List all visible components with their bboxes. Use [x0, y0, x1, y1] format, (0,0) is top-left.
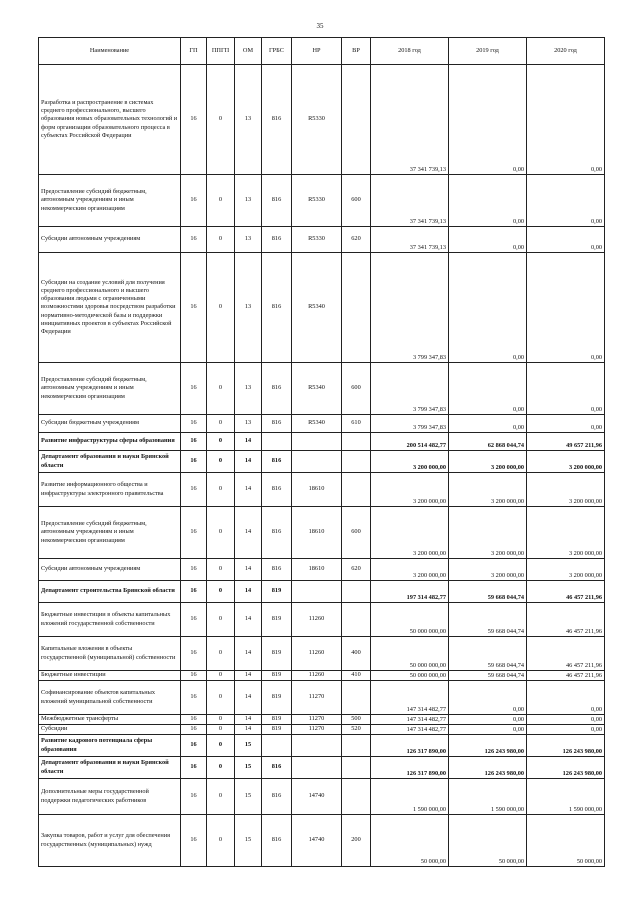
row-gp: 16 [181, 415, 207, 433]
row-grbs: 819 [262, 581, 292, 603]
column-header-2018: 2018 год [371, 38, 449, 65]
row-nr: R5340 [292, 253, 342, 363]
table-row [39, 175, 605, 227]
row-amount-2019: 59 668 044,74 [449, 637, 527, 671]
row-gp: 16 [181, 175, 207, 227]
row-nr: R5340 [292, 363, 342, 415]
row-vr [342, 681, 371, 715]
row-om: 14 [235, 433, 262, 451]
row-amount-2018: 37 341 739,13 [371, 227, 449, 253]
row-vr: 520 [342, 725, 371, 735]
row-grbs: 819 [262, 637, 292, 671]
row-grbs: 816 [262, 507, 292, 559]
row-amount-2018: 126 317 890,00 [371, 735, 449, 757]
row-amount-2018: 1 590 000,00 [371, 779, 449, 815]
row-amount-2020: 0,00 [527, 253, 605, 363]
row-grbs: 819 [262, 681, 292, 715]
table-row [39, 681, 605, 715]
row-nr: 18610 [292, 559, 342, 581]
row-gp: 16 [181, 637, 207, 671]
row-grbs: 816 [262, 227, 292, 253]
column-header-2019: 2019 год [449, 38, 527, 65]
row-vr: 200 [342, 815, 371, 867]
row-vr: 620 [342, 559, 371, 581]
row-ppgp: 0 [207, 175, 235, 227]
row-vr [342, 253, 371, 363]
table-row [39, 779, 605, 815]
row-amount-2019: 0,00 [449, 227, 527, 253]
row-amount-2020: 0,00 [527, 65, 605, 175]
row-amount-2020: 3 200 000,00 [527, 559, 605, 581]
table-row [39, 65, 605, 175]
row-om: 13 [235, 415, 262, 433]
row-vr: 400 [342, 637, 371, 671]
row-name: Субсидии на создание условий для получения среднего профессионального и высшего образования людьми с ограниченными возможностями здоровья посредством разработки нормативно-методической базы и поддержки инициативных проектов в субъектах Российской Федерации [39, 253, 181, 363]
row-nr: 11260 [292, 671, 342, 681]
row-vr [342, 757, 371, 779]
row-name: Департамент образования и науки Брянской области [39, 451, 181, 473]
row-grbs: 816 [262, 451, 292, 473]
row-nr: 11260 [292, 637, 342, 671]
row-name: Субсидии [39, 725, 181, 735]
row-amount-2019: 126 243 980,00 [449, 757, 527, 779]
row-name: Департамент образования и науки Брянской области [39, 757, 181, 779]
row-vr [342, 735, 371, 757]
table-row [39, 451, 605, 473]
table-row [39, 473, 605, 507]
row-om: 13 [235, 65, 262, 175]
row-amount-2020: 46 457 211,96 [527, 603, 605, 637]
row-om: 13 [235, 227, 262, 253]
row-gp: 16 [181, 715, 207, 725]
row-name: Развитие инфраструктуры сферы образования [39, 433, 181, 451]
row-amount-2019: 3 200 000,00 [449, 451, 527, 473]
row-amount-2019: 3 200 000,00 [449, 559, 527, 581]
row-amount-2018: 50 000 000,00 [371, 603, 449, 637]
row-amount-2020: 0,00 [527, 681, 605, 715]
row-amount-2019: 0,00 [449, 65, 527, 175]
row-amount-2020: 0,00 [527, 415, 605, 433]
row-grbs: 816 [262, 65, 292, 175]
row-amount-2019: 59 668 044,74 [449, 603, 527, 637]
column-header-name: Наименование [39, 38, 181, 65]
row-amount-2020: 3 200 000,00 [527, 507, 605, 559]
row-name: Департамент строительства Брянской области [39, 581, 181, 603]
row-gp: 16 [181, 507, 207, 559]
row-amount-2019: 59 668 044,74 [449, 581, 527, 603]
row-gp: 16 [181, 815, 207, 867]
row-vr: 600 [342, 507, 371, 559]
row-nr [292, 735, 342, 757]
row-amount-2018: 147 314 482,77 [371, 681, 449, 715]
row-vr [342, 451, 371, 473]
row-ppgp: 0 [207, 715, 235, 725]
row-om: 13 [235, 253, 262, 363]
row-vr [342, 581, 371, 603]
row-amount-2020: 0,00 [527, 175, 605, 227]
row-grbs: 816 [262, 473, 292, 507]
row-om: 14 [235, 681, 262, 715]
row-ppgp: 0 [207, 253, 235, 363]
row-name: Капитальные вложения в объекты государственной (муниципальной) собственности [39, 637, 181, 671]
row-om: 14 [235, 637, 262, 671]
row-grbs: 816 [262, 253, 292, 363]
row-name: Дополнительные меры государственной поддержки педагогических работников [39, 779, 181, 815]
table-row [39, 507, 605, 559]
column-header-om: ОМ [235, 38, 262, 65]
row-vr [342, 65, 371, 175]
row-gp: 16 [181, 363, 207, 415]
table-row [39, 227, 605, 253]
row-om: 14 [235, 603, 262, 637]
row-name: Предоставление субсидий бюджетным, автономным учреждениям и иным некоммерческим организациям [39, 363, 181, 415]
row-amount-2020: 126 243 980,00 [527, 735, 605, 757]
row-ppgp: 0 [207, 415, 235, 433]
row-gp: 16 [181, 559, 207, 581]
row-nr [292, 757, 342, 779]
row-ppgp: 0 [207, 65, 235, 175]
column-header-ppgp: ППГП [207, 38, 235, 65]
column-header-2020: 2020 год [527, 38, 605, 65]
row-amount-2020: 0,00 [527, 715, 605, 725]
row-amount-2018: 3 200 000,00 [371, 507, 449, 559]
row-gp: 16 [181, 451, 207, 473]
row-grbs: 819 [262, 715, 292, 725]
row-amount-2019: 0,00 [449, 363, 527, 415]
table-row [39, 637, 605, 671]
table-row [39, 603, 605, 637]
row-grbs: 819 [262, 725, 292, 735]
row-amount-2020: 46 457 211,96 [527, 581, 605, 603]
row-amount-2019: 3 200 000,00 [449, 473, 527, 507]
row-gp: 16 [181, 725, 207, 735]
row-amount-2018: 3 799 347,83 [371, 415, 449, 433]
row-ppgp: 0 [207, 559, 235, 581]
row-vr [342, 473, 371, 507]
row-amount-2019: 0,00 [449, 715, 527, 725]
row-nr: 14740 [292, 779, 342, 815]
row-amount-2019: 0,00 [449, 725, 527, 735]
row-amount-2018: 50 000 000,00 [371, 671, 449, 681]
row-amount-2020: 46 457 211,96 [527, 671, 605, 681]
row-ppgp: 0 [207, 637, 235, 671]
row-name: Разработка и распространение в системах среднего профессионального, высшего образования новых образовательных технологий и форм организации образовательного процесса в субъектах Российской Федерации [39, 65, 181, 175]
row-amount-2018: 3 799 347,83 [371, 253, 449, 363]
row-name: Субсидии автономным учреждениям [39, 559, 181, 581]
table-row [39, 735, 605, 757]
row-om: 14 [235, 473, 262, 507]
row-ppgp: 0 [207, 507, 235, 559]
table-row [39, 715, 605, 725]
row-gp: 16 [181, 603, 207, 637]
row-ppgp: 0 [207, 735, 235, 757]
table-row [39, 725, 605, 735]
row-amount-2018: 37 341 739,13 [371, 65, 449, 175]
table-row [39, 815, 605, 867]
row-gp: 16 [181, 779, 207, 815]
row-vr [342, 779, 371, 815]
row-amount-2020: 50 000,00 [527, 815, 605, 867]
row-ppgp: 0 [207, 671, 235, 681]
row-nr: R5330 [292, 227, 342, 253]
row-ppgp: 0 [207, 757, 235, 779]
row-grbs [262, 433, 292, 451]
row-name: Бюджетные инвестиции [39, 671, 181, 681]
page-number: 35 [316, 22, 324, 30]
row-nr: 11270 [292, 681, 342, 715]
row-vr: 610 [342, 415, 371, 433]
row-vr [342, 433, 371, 451]
row-name: Закупка товаров, работ и услуг для обеспечения государственных (муниципальных) нужд [39, 815, 181, 867]
row-nr [292, 451, 342, 473]
row-gp: 16 [181, 735, 207, 757]
row-om: 15 [235, 757, 262, 779]
row-amount-2020: 3 200 000,00 [527, 451, 605, 473]
table-row [39, 415, 605, 433]
row-ppgp: 0 [207, 433, 235, 451]
row-om: 14 [235, 581, 262, 603]
row-amount-2018: 50 000,00 [371, 815, 449, 867]
row-amount-2019: 50 000,00 [449, 815, 527, 867]
row-om: 14 [235, 671, 262, 681]
row-gp: 16 [181, 473, 207, 507]
row-name: Межбюджетные трансферты [39, 715, 181, 725]
row-nr: R5330 [292, 175, 342, 227]
row-om: 14 [235, 715, 262, 725]
row-nr: R5330 [292, 65, 342, 175]
row-name: Развитие информационного общества и инфраструктуры электронного правительства [39, 473, 181, 507]
row-nr: 18610 [292, 473, 342, 507]
row-amount-2019: 0,00 [449, 253, 527, 363]
column-header-nr: НР [292, 38, 342, 65]
row-amount-2019: 59 668 044,74 [449, 671, 527, 681]
row-amount-2018: 147 314 482,77 [371, 725, 449, 735]
row-amount-2018: 126 317 890,00 [371, 757, 449, 779]
row-name: Субсидии автономным учреждениям [39, 227, 181, 253]
row-ppgp: 0 [207, 815, 235, 867]
row-om: 13 [235, 175, 262, 227]
row-name: Бюджетные инвестиции в объекты капитальных вложений государственной собственности [39, 603, 181, 637]
row-amount-2020: 126 243 980,00 [527, 757, 605, 779]
row-ppgp: 0 [207, 451, 235, 473]
row-amount-2020: 3 200 000,00 [527, 473, 605, 507]
table-row [39, 363, 605, 415]
row-vr: 620 [342, 227, 371, 253]
column-header-grbs: ГРБС [262, 38, 292, 65]
row-nr: 11270 [292, 715, 342, 725]
row-grbs: 816 [262, 757, 292, 779]
row-grbs: 819 [262, 603, 292, 637]
table-row [39, 433, 605, 451]
row-ppgp: 0 [207, 227, 235, 253]
row-vr: 600 [342, 175, 371, 227]
table-row [39, 671, 605, 681]
row-amount-2018: 147 314 482,77 [371, 715, 449, 725]
row-amount-2019: 0,00 [449, 681, 527, 715]
row-gp: 16 [181, 65, 207, 175]
row-name: Предоставление субсидий бюджетным, автономным учреждениям и иным некоммерческим организациям [39, 507, 181, 559]
row-ppgp: 0 [207, 779, 235, 815]
row-ppgp: 0 [207, 581, 235, 603]
row-gp: 16 [181, 433, 207, 451]
row-om: 14 [235, 507, 262, 559]
row-ppgp: 0 [207, 473, 235, 507]
row-grbs: 816 [262, 363, 292, 415]
row-gp: 16 [181, 253, 207, 363]
row-vr: 410 [342, 671, 371, 681]
row-amount-2020: 0,00 [527, 725, 605, 735]
row-amount-2019: 126 243 980,00 [449, 735, 527, 757]
row-amount-2020: 1 590 000,00 [527, 779, 605, 815]
row-nr: 18610 [292, 507, 342, 559]
row-gp: 16 [181, 227, 207, 253]
table-row [39, 581, 605, 603]
row-amount-2018: 3 200 000,00 [371, 473, 449, 507]
row-gp: 16 [181, 581, 207, 603]
row-gp: 16 [181, 681, 207, 715]
row-amount-2018: 37 341 739,13 [371, 175, 449, 227]
row-grbs: 816 [262, 175, 292, 227]
row-gp: 16 [181, 757, 207, 779]
row-nr: 11260 [292, 603, 342, 637]
row-name: Софинансирование объектов капитальных вложений муниципальной собственности [39, 681, 181, 715]
row-amount-2018: 50 000 000,00 [371, 637, 449, 671]
table-row [39, 757, 605, 779]
row-ppgp: 0 [207, 363, 235, 415]
row-vr [342, 603, 371, 637]
table-row [39, 559, 605, 581]
row-grbs: 819 [262, 671, 292, 681]
table-row [39, 253, 605, 363]
row-grbs: 816 [262, 415, 292, 433]
row-grbs: 816 [262, 815, 292, 867]
row-ppgp: 0 [207, 681, 235, 715]
row-name: Развитие кадрового потенциала сферы образования [39, 735, 181, 757]
row-amount-2018: 3 200 000,00 [371, 559, 449, 581]
row-nr: R5340 [292, 415, 342, 433]
row-amount-2019: 62 868 044,74 [449, 433, 527, 451]
row-om: 15 [235, 815, 262, 867]
row-vr: 500 [342, 715, 371, 725]
row-amount-2020: 49 657 211,96 [527, 433, 605, 451]
row-amount-2019: 0,00 [449, 415, 527, 433]
row-om: 14 [235, 725, 262, 735]
row-nr [292, 581, 342, 603]
header-row [39, 38, 605, 65]
row-amount-2020: 0,00 [527, 363, 605, 415]
row-grbs: 816 [262, 779, 292, 815]
row-ppgp: 0 [207, 725, 235, 735]
column-header-gp: ГП [181, 38, 207, 65]
column-header-vr: ВР [342, 38, 371, 65]
row-name: Субсидии бюджетным учреждениям [39, 415, 181, 433]
row-amount-2019: 1 590 000,00 [449, 779, 527, 815]
row-gp: 16 [181, 671, 207, 681]
row-amount-2020: 46 457 211,96 [527, 637, 605, 671]
row-amount-2019: 3 200 000,00 [449, 507, 527, 559]
row-nr [292, 433, 342, 451]
row-ppgp: 0 [207, 603, 235, 637]
row-om: 14 [235, 559, 262, 581]
row-om: 14 [235, 451, 262, 473]
row-amount-2018: 3 200 000,00 [371, 451, 449, 473]
row-om: 15 [235, 735, 262, 757]
row-om: 15 [235, 779, 262, 815]
row-amount-2018: 197 314 482,77 [371, 581, 449, 603]
budget-table [38, 37, 605, 867]
row-amount-2018: 3 799 347,83 [371, 363, 449, 415]
row-amount-2018: 200 514 482,77 [371, 433, 449, 451]
row-nr: 14740 [292, 815, 342, 867]
row-om: 13 [235, 363, 262, 415]
row-grbs [262, 735, 292, 757]
row-nr: 11270 [292, 725, 342, 735]
row-vr: 600 [342, 363, 371, 415]
row-name: Предоставление субсидий бюджетным, автономным учреждениям и иным некоммерческим организациям [39, 175, 181, 227]
row-amount-2020: 0,00 [527, 227, 605, 253]
row-amount-2019: 0,00 [449, 175, 527, 227]
row-grbs: 816 [262, 559, 292, 581]
